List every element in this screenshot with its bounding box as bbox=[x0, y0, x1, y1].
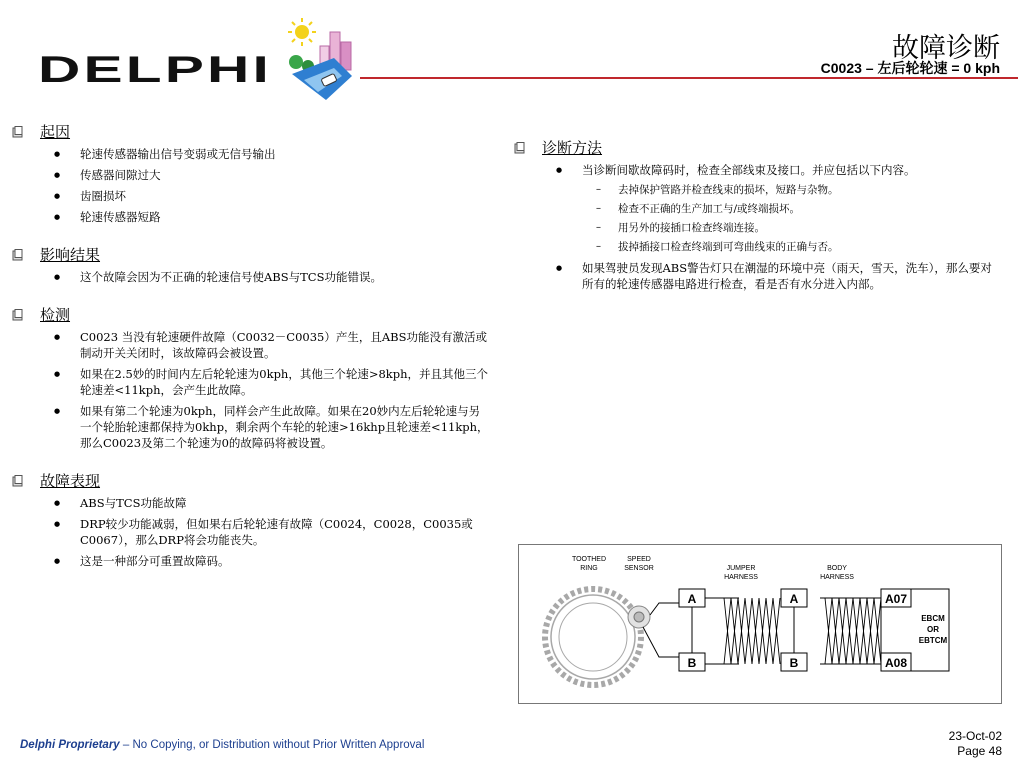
page-bullet-icon bbox=[12, 126, 24, 138]
sub-list-item: – 拔掉插接口检查终端到可弯曲线束的正确与否。 bbox=[592, 239, 1002, 255]
label-body: BODY bbox=[827, 565, 847, 572]
list-item: ● 轮速传感器短路 bbox=[54, 209, 490, 225]
pin-b-sensor: B bbox=[687, 656, 697, 670]
pin-a-jumper: A bbox=[789, 592, 799, 606]
delphi-logo bbox=[38, 52, 274, 86]
footer-date: 23-Oct-02 bbox=[948, 729, 1002, 743]
list-item: ● C0023 当没有轮速硬件故障（C0032－C0035）产生，且ABS功能没有激活或制动开关关闭时，该故障码会被设置。 bbox=[54, 329, 490, 361]
ecu-label-2: OR bbox=[927, 625, 939, 634]
list-item: ● ABS与TCS功能故障 bbox=[54, 495, 490, 511]
effect-list bbox=[12, 269, 490, 285]
section-diagnosis bbox=[514, 140, 1002, 292]
right-column bbox=[514, 140, 1002, 314]
section-title: 故障表现 bbox=[40, 472, 101, 490]
speed-sensor-icon bbox=[628, 606, 650, 628]
list-item: ● 如果有第二个轮速为0kph，同样会产生此故障。如果在20妙内左后轮轮速与另一个轮胎轮速都保持为0khp，剩余两个车轮的轮速>16khp且轮速差<11kph，那么C0023及第二个轮速为0的故障码将被设置。 bbox=[54, 403, 490, 451]
list-item: ● 传感器间隙过大 bbox=[54, 167, 490, 183]
ecu-label-1: EBCM bbox=[921, 614, 945, 623]
list-item: ● DRP较少功能减弱，但如果右后轮轮速有故障（C0024，C0028，C0035或C0067），那么DRP将会功能丧失。 bbox=[54, 516, 490, 548]
section-title: 起因 bbox=[40, 123, 71, 141]
section-detection bbox=[12, 307, 490, 451]
list-item bbox=[556, 162, 1002, 255]
label-toothed: TOOTHED bbox=[571, 556, 607, 563]
list-item: ● 这是一种部分可重置故障码。 bbox=[54, 553, 490, 569]
symptom-list bbox=[12, 495, 490, 569]
list-item: ● 齿圈损坏 bbox=[54, 188, 490, 204]
pin-b-jumper: B bbox=[789, 656, 799, 670]
section-effect bbox=[12, 247, 490, 285]
sub-list-item: – 检查不正确的生产加工与/或终端损坏。 bbox=[592, 201, 1002, 217]
page-bullet-icon bbox=[12, 309, 24, 321]
sub-list-item: – 去掉保护管路并检查线束的损坏，短路与杂物。 bbox=[592, 182, 1002, 198]
footer-page-number: Page 48 bbox=[957, 744, 1002, 758]
footer-notice bbox=[20, 739, 424, 751]
logo-text: DELPHI bbox=[38, 52, 272, 86]
pin-a08: A08 bbox=[884, 656, 908, 670]
left-column bbox=[12, 124, 490, 591]
page-bullet-icon bbox=[12, 249, 24, 261]
toothed-ring-icon bbox=[545, 589, 641, 685]
footer-meta bbox=[949, 729, 1002, 759]
detection-list bbox=[12, 329, 490, 451]
list-item: ● 如果驾驶员发现ABS警告灯只在潮湿的环境中亮（雨天，雪天，洗车），那么要对所有的轮速传感器电路进行检查，看是否有水分进入内部。 bbox=[556, 260, 1002, 292]
page-title: 故障诊断 bbox=[892, 33, 1000, 64]
list-item: ● 这个故障会因为不正确的轮速信号使ABS与TCS功能错误。 bbox=[54, 269, 490, 285]
section-title: 影响结果 bbox=[40, 246, 101, 264]
label-jumper: JUMPER bbox=[726, 565, 756, 572]
pin-a07: A07 bbox=[884, 592, 908, 606]
page-bullet-icon bbox=[12, 475, 24, 487]
label-sensor: SENSOR bbox=[624, 565, 654, 572]
label-jumper-harness: HARNESS bbox=[724, 574, 758, 581]
section-title: 诊断方法 bbox=[542, 139, 603, 157]
label-ring: RING bbox=[580, 565, 598, 572]
sub-list bbox=[592, 182, 1002, 255]
list-item-text: 当诊断间歇故障码时，检查全部线束及接口。并应包括以下内容。 bbox=[582, 163, 916, 177]
list-item: ● 轮速传感器输出信号变弱或无信号输出 bbox=[54, 146, 490, 162]
section-cause bbox=[12, 124, 490, 225]
city-illustration-icon bbox=[282, 14, 362, 106]
page-subtitle: C0023 – 左后轮轮速 = 0 kph bbox=[820, 60, 1000, 76]
label-speed: SPEED bbox=[627, 556, 651, 563]
sub-list-item: – 用另外的接插口检查终端连接。 bbox=[592, 220, 1002, 236]
footer-proprietary: Delphi Proprietary bbox=[20, 739, 120, 751]
section-title: 检测 bbox=[40, 306, 71, 324]
wiring-diagram bbox=[518, 544, 1002, 704]
page-bullet-icon bbox=[514, 142, 526, 154]
section-symptoms bbox=[12, 473, 490, 569]
list-item: ● 如果在2.5妙的时间内左后轮轮速为0kph，其他三个轮速>8kph，并且其他三个轮速差<11kph，会产生此故障。 bbox=[54, 366, 490, 398]
label-body-harness: HARNESS bbox=[820, 574, 854, 581]
diagnosis-list bbox=[514, 162, 1002, 292]
pin-a-sensor: A bbox=[687, 592, 697, 606]
ecu-label-3: EBTCM bbox=[918, 636, 948, 645]
cause-list bbox=[12, 146, 490, 225]
footer-notice-text: – No Copying, or Distribution without Prior Written Approval bbox=[119, 739, 425, 751]
